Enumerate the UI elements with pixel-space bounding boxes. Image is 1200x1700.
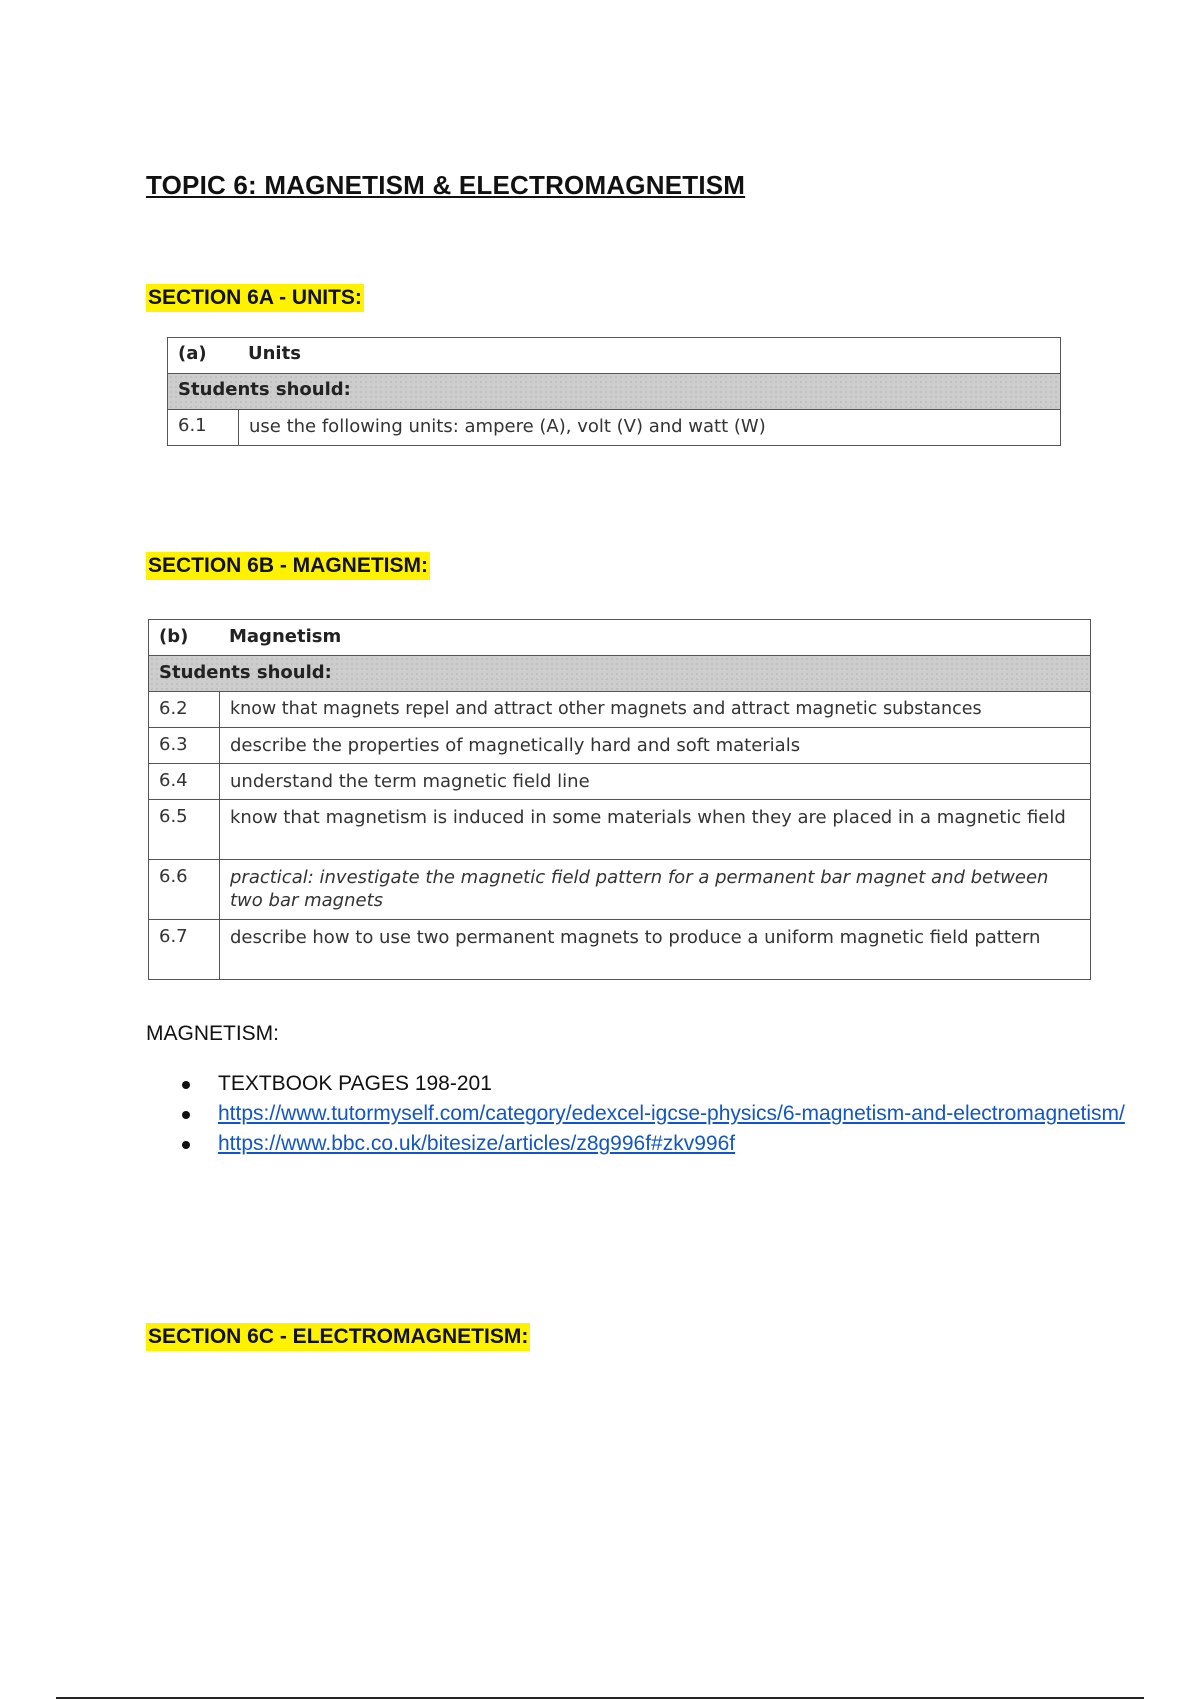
spec-text: know that magnets repel and attract other magnets and attract magnetic substances — [220, 692, 1091, 728]
spec-text: understand the term magnetic field line — [220, 764, 1091, 800]
spec-text: describe the properties of magnetically hard and soft materials — [220, 728, 1091, 764]
table-row — [149, 764, 1091, 800]
table-header-row — [168, 338, 1061, 374]
textbook-pages-text: TEXTBOOK PAGES 198-201 — [218, 1072, 492, 1095]
table-subheader-row — [149, 656, 1091, 692]
table-row — [149, 860, 1091, 920]
resource-list — [146, 1070, 1158, 1160]
section-6a-heading: SECTION 6A - UNITS: — [146, 284, 364, 312]
table-row — [149, 692, 1091, 728]
table-header-row — [149, 620, 1091, 656]
list-item — [218, 1130, 1158, 1158]
spec-number: 6.3 — [149, 728, 220, 764]
magnetism-spec-table — [148, 619, 1091, 980]
spec-text: know that magnetism is induced in some materials when they are placed in a magnetic field — [220, 800, 1091, 860]
units-spec-table — [167, 337, 1061, 446]
spec-number: 6.1 — [168, 410, 239, 446]
page-title: TOPIC 6: MAGNETISM & ELECTROMAGNETISM — [146, 170, 746, 200]
spec-text: describe how to use two permanent magnets to produce a uniform magnetic field pattern — [220, 920, 1091, 980]
section-6b-heading: SECTION 6B - MAGNETISM: — [146, 552, 430, 580]
table-row — [149, 728, 1091, 764]
students-should-label: Students should: — [168, 374, 1061, 410]
spec-number: 6.5 — [149, 800, 220, 860]
tutormyself-link[interactable]: https://www.tutormyself.com/category/edexcel-igcse-physics/6-magnetism-and-electromagnetism/ — [218, 1102, 1125, 1125]
students-should-label: Students should: — [149, 656, 1091, 692]
table-title: Units — [248, 343, 301, 364]
table-subheader-row — [168, 374, 1061, 410]
table-label: (a) — [178, 343, 207, 364]
bottom-divider — [56, 1697, 1144, 1699]
section-6c-heading: SECTION 6C - ELECTROMAGNETISM: — [146, 1323, 530, 1351]
spec-number: 6.6 — [149, 860, 220, 920]
spec-number: 6.4 — [149, 764, 220, 800]
spec-number: 6.2 — [149, 692, 220, 728]
spec-text: use the following units: ampere (A), volt (V) and watt (W) — [239, 410, 1061, 446]
table-row — [149, 800, 1091, 860]
spec-text-practical: practical: investigate the magnetic field pattern for a permanent bar magnet and between two bar magnets — [220, 860, 1091, 920]
table-row — [168, 410, 1061, 446]
bbc-bitesize-link[interactable]: https://www.bbc.co.uk/bitesize/articles/z8g996f#zkv996f — [218, 1132, 736, 1155]
table-label: (b) — [159, 626, 189, 647]
spec-number: 6.7 — [149, 920, 220, 980]
table-row — [149, 920, 1091, 980]
list-item — [218, 1070, 1158, 1098]
magnetism-resources-heading: MAGNETISM: — [146, 1022, 280, 1045]
list-item — [218, 1100, 1158, 1128]
table-title: Magnetism — [229, 626, 342, 647]
